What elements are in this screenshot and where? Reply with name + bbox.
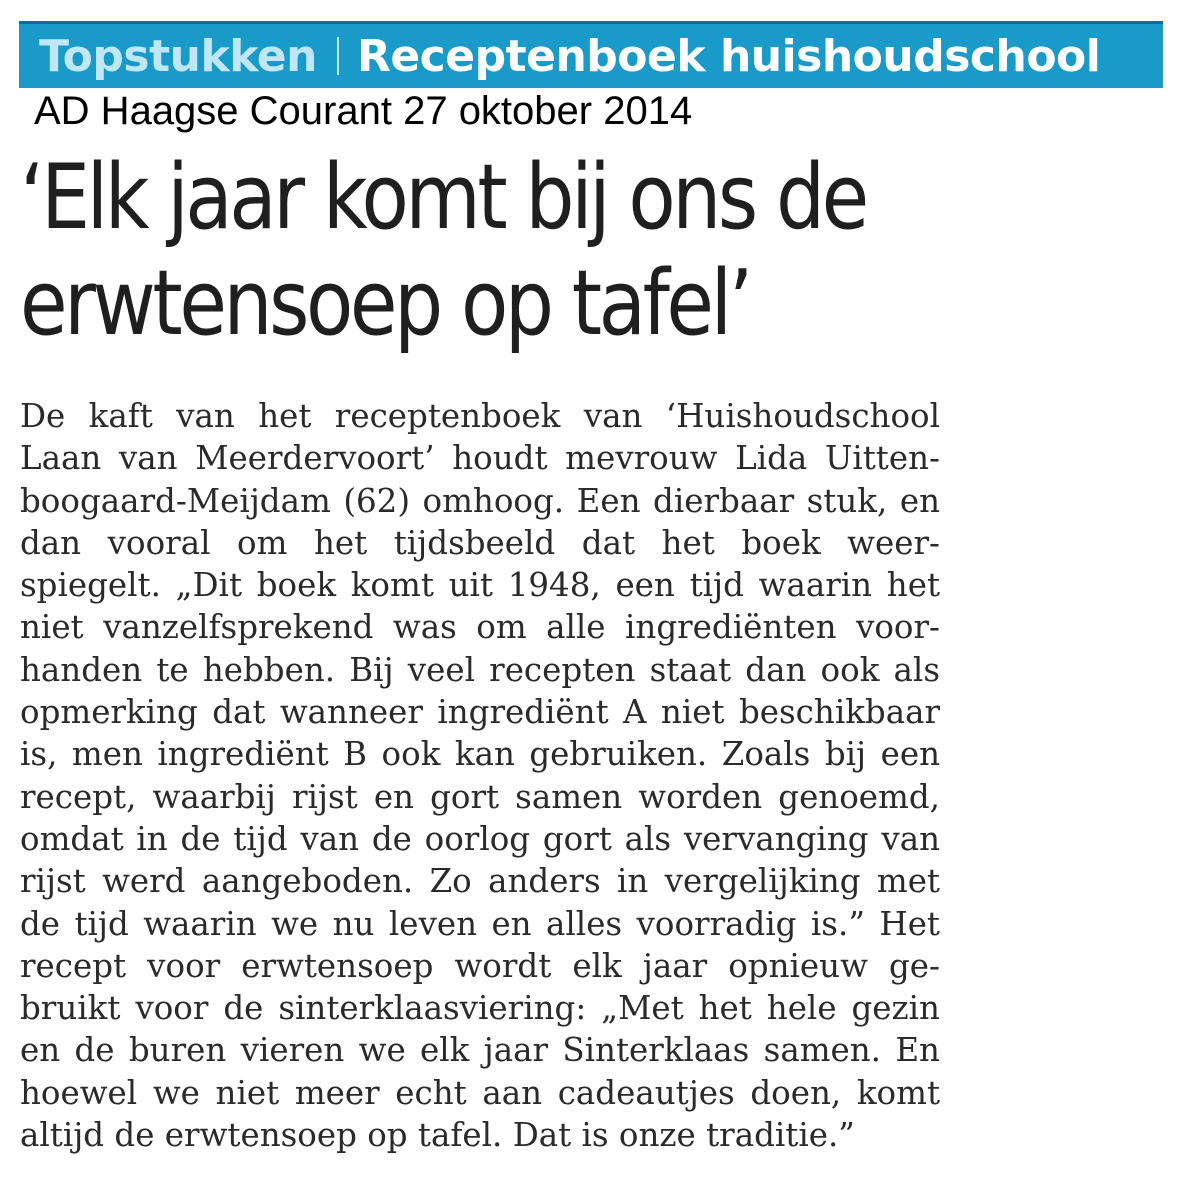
source-line: AD Haagse Courant 27 oktober 2014 — [34, 89, 693, 133]
banner-title: Receptenboek huishoudschool — [356, 30, 1101, 82]
section-banner — [19, 21, 1163, 88]
article-headline: ‘Elk jaar komt bij ons de erwtensoep op tafel’ — [20, 145, 866, 356]
article-body: De kaft van het receptenboek van ‘Huishoudschool Laan van Meerdervoort’ houdt mevrouw Lida Uittenboogaard-Meijdam (62) omhoog. Een dierbaar stuk, en dan vooral om het tijdsbeeld dat het boek weerspiegelt. „Dit boek komt uit 1948, een tijd waarin het niet vanzelfsprekend was om alle ingrediënten voorhanden te hebben. Bij veel recepten staat dan ook als opmerking dat wanneer ingrediënt A niet beschikbaar is, men ingrediënt B ook kan gebruiken. Zoals bij een recept, waarbij rijst en gort samen worden genoemd, omdat in de tijd van de oorlog gort als vervanging van rijst werd aangeboden. Zo anders in vergelijking met de tijd waarin we nu leven en alles voorradig is.” Het recept voor erwtensoep wordt elk jaar opnieuw gebruikt voor de sinterklaasviering: „Met het hele gezin en de buren vieren we elk jaar Sinterklaas samen. En hoewel we niet meer echt aan cadeautjes doen, komt altijd de erwtensoep op tafel. Dat is onze traditie.” — [20, 397, 940, 1155]
banner-section-label: Topstukken — [39, 30, 317, 82]
banner-divider — [337, 37, 339, 75]
